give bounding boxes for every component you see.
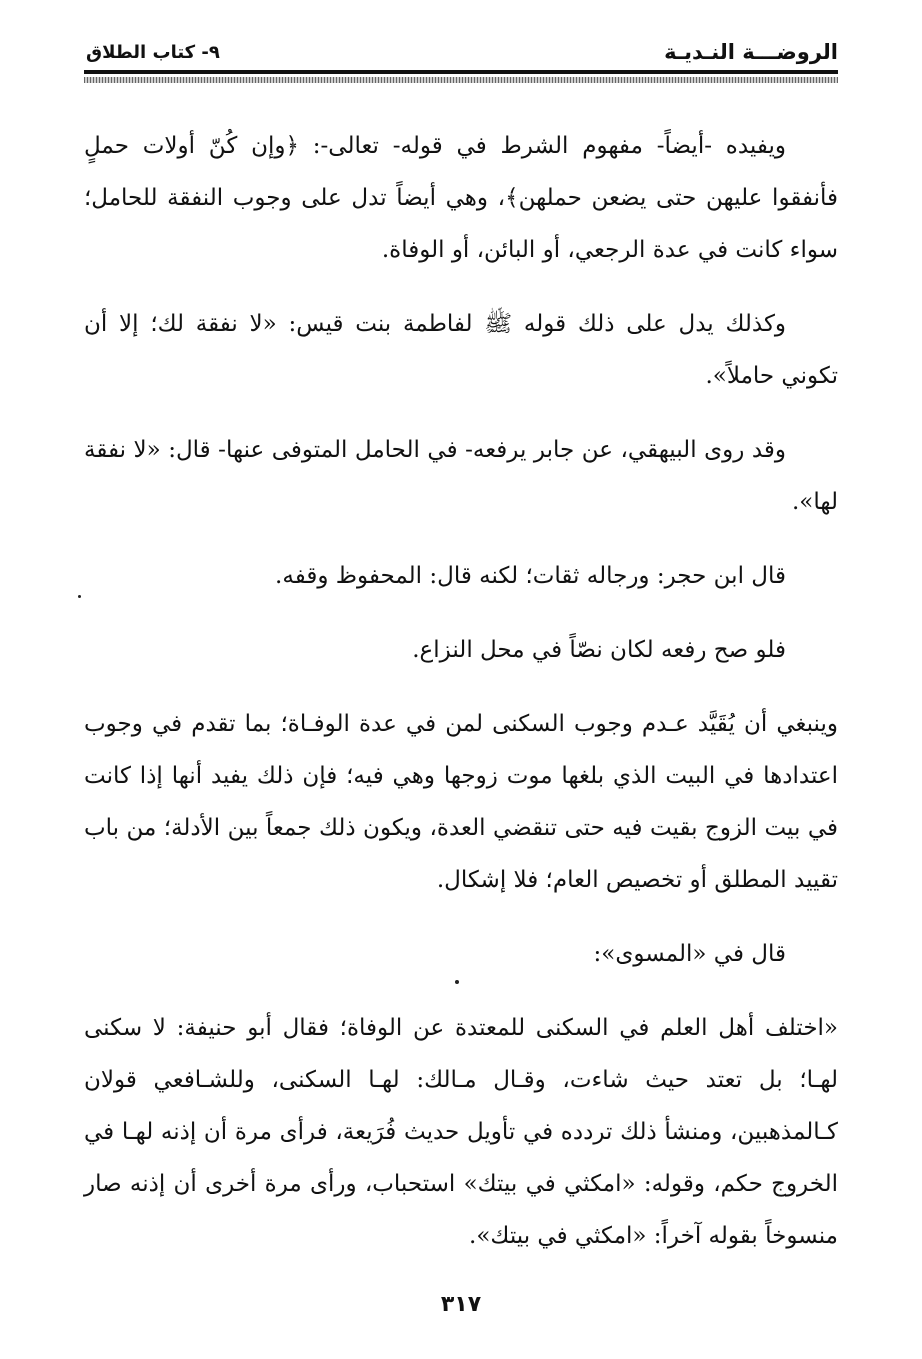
scan-speck <box>78 595 81 598</box>
scan-speck <box>455 980 459 984</box>
paragraph-5: فلو صح رفعه لكان نصّاً في محل النزاع. <box>412 637 786 663</box>
paragraph-2: وكذلك يدل على ذلك قوله ﷺ لفاطمة بنت قيس: «لا نفقة لك؛ إلا أن تكوني حاملاً». <box>84 311 838 389</box>
chapter-title: ٩- كتاب الطلاق <box>86 42 220 63</box>
header-divider <box>84 70 838 74</box>
page-number: ٣١٧ <box>440 1292 482 1317</box>
paragraph-6: وينبغي أن يُقَيَّد عـدم وجوب السكنى لمن في عدة الوفـاة؛ بما تقدم في وجوب اعتدادها في البيت الذي بلغها موت زوجها وهي فيه؛ فإن ذلك يفيد أنها إذا كانت في بيت الزوج بقيت فيه حتى تنقضي العدة، ويكون ذلك جمعاً بين الأدلة؛ من باب تقييد المطلق أو تخصيص العام؛ فلا إشكال. <box>84 711 838 893</box>
paragraph-3: وقد روى البيهقي، عن جابر يرفعه- في الحامل المتوفى عنها- قال: «لا نفقة لها». <box>84 437 838 515</box>
book-title: الروضـــة النـديـة <box>664 40 838 64</box>
paragraph-8: «اختلف أهل العلم في السكنى للمعتدة عن الوفاة؛ فقال أبو حنيفة: لا سكنى لهـا؛ بل تعتد حيث شاءت، وقـال مـالك: لهـا السكنى، وللشـافعي قولان كـالمذهبين، ومنشأ ذلك تردده في تأويل حديث فُرَيعة، فرأى مرة أن إذنه لهـا في الخروج حكم، وقوله: «امكثي في بيتك» استحباب، ورأى مرة أخرى أن إذنه صار منسوخاً بقوله آخراً: «امكثي في بيتك». <box>84 1015 838 1249</box>
paragraph-1: ويفيده -أيضاً- مفهوم الشرط في قوله- تعالى-: ﴿وإن كُنّ أولات حملٍ فأنفقوا عليهن حتى يضعن حملهن﴾، وهي أيضاً تدل على وجوب النفقة للحامل؛ سواء كانت في عدة الرجعي، أو البائن، أو الوفاة. <box>84 133 838 263</box>
running-header <box>86 38 838 70</box>
header-divider-pattern <box>84 77 838 83</box>
paragraph-4: قال ابن حجر: ورجاله ثقات؛ لكنه قال: المحفوظ وقفه. <box>275 563 786 589</box>
paragraph-7: قال في «المسوى»: <box>593 941 786 967</box>
page-body <box>84 120 838 1284</box>
